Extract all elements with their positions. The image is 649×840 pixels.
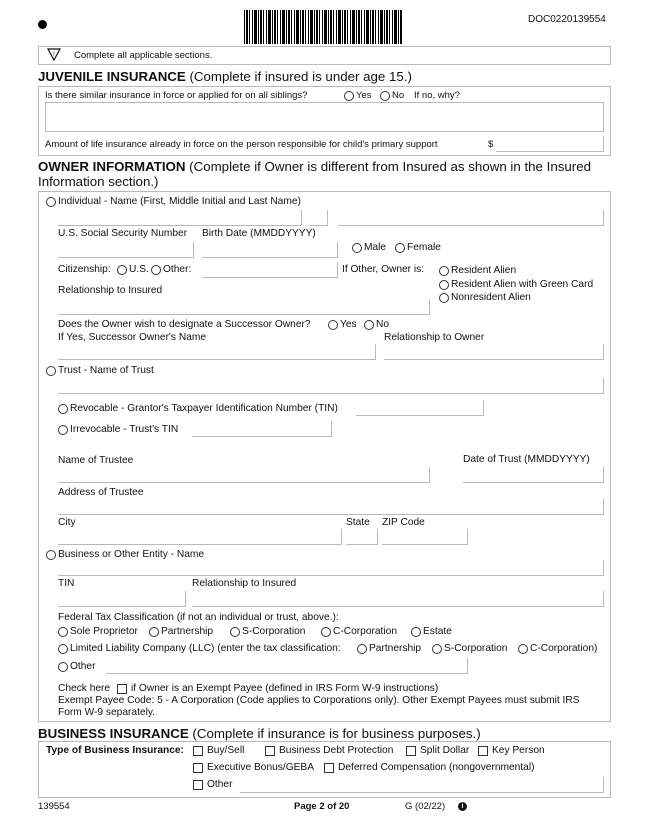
estate-radio[interactable] xyxy=(411,627,421,637)
individual-radio[interactable] xyxy=(46,197,56,207)
deferred-label: Deferred Compensation (nongovernmental) xyxy=(338,762,535,773)
siblings-no-label: No xyxy=(392,90,405,101)
estate-label: Estate xyxy=(423,626,452,637)
exempt-payee-checkbox[interactable] xyxy=(117,684,127,694)
llc-ccorp-radio[interactable] xyxy=(518,644,528,654)
other-citizenship-radio[interactable] xyxy=(151,265,161,275)
tin-label: TIN xyxy=(58,578,75,589)
siblings-no-radio[interactable] xyxy=(380,91,390,101)
scorp-radio[interactable] xyxy=(230,627,240,637)
if-other-label: If Other, Owner is: xyxy=(342,264,425,275)
trustee-name-field[interactable] xyxy=(58,467,430,483)
zip-field[interactable] xyxy=(382,529,468,545)
birth-field[interactable] xyxy=(202,242,338,258)
siblings-question: Is there similar insurance in force or applied for on all siblings? xyxy=(45,90,308,101)
ssn-label: U.S. Social Security Number xyxy=(58,228,188,239)
irrevocable-tin-field[interactable] xyxy=(192,421,332,437)
svg-text:!: ! xyxy=(53,52,55,58)
successor-question: Does the Owner wish to designate a Successor Owner? xyxy=(58,319,311,330)
split-label: Split Dollar xyxy=(420,745,470,756)
footer-form: G (02/22) xyxy=(405,801,446,812)
nonresident-radio[interactable] xyxy=(439,293,449,303)
llc-scorp-label: S-Corporation xyxy=(444,643,508,654)
currency-label: $ xyxy=(488,139,494,150)
resident-green-label: Resident Alien with Green Card xyxy=(451,279,594,290)
trust-name-field[interactable] xyxy=(58,378,604,394)
business-title: BUSINESS INSURANCE (Complete if insurance is for business purposes.) xyxy=(38,726,481,741)
other-class-label: Other xyxy=(70,661,96,672)
ccorp-label: C-Corporation xyxy=(333,626,397,637)
llc-partnership-radio[interactable] xyxy=(357,644,367,654)
federal-tax-label: Federal Tax Classification (if not an individual or trust, above.): xyxy=(58,612,339,623)
trustee-address-field[interactable] xyxy=(58,499,604,515)
sole-radio[interactable] xyxy=(58,627,68,637)
business-type-label: Type of Business Insurance: xyxy=(46,745,184,756)
other-citizenship-label: Other: xyxy=(163,264,192,275)
successor-no-radio[interactable] xyxy=(364,320,374,330)
revocable-label: Revocable - Grantor's Taxpayer Identification Number (TIN) xyxy=(70,403,338,414)
individual-first-field[interactable] xyxy=(58,210,302,226)
citizenship-label: Citizenship: xyxy=(58,264,111,275)
individual-label: Individual - Name (First, Middle Initial and Last Name) xyxy=(58,196,301,207)
trustee-address-label: Address of Trustee xyxy=(58,487,144,498)
key-label: Key Person xyxy=(492,745,545,756)
irrevocable-radio[interactable] xyxy=(58,425,68,435)
footer-page: Page 2 of 20 xyxy=(294,801,350,812)
relationship-owner-label: Relationship to Owner xyxy=(384,332,485,343)
resident-green-radio[interactable] xyxy=(439,280,449,290)
trust-radio[interactable] xyxy=(46,366,56,376)
juvenile-title: JUVENILE INSURANCE (Complete if insured is under age 15.) xyxy=(38,69,412,84)
revocable-radio[interactable] xyxy=(58,404,68,414)
tin-field[interactable] xyxy=(58,591,186,607)
exempt-line-2: Exempt Payee Code: 5 - A Corporation (Code applies to Corporations only). Other Exempt Payees must submit IRS xyxy=(58,695,580,706)
individual-mi-field[interactable] xyxy=(310,210,328,226)
amount-label: Amount of life insurance already in force on the person responsible for child's primary support xyxy=(45,139,438,150)
individual-last-field[interactable] xyxy=(338,210,604,226)
female-radio[interactable] xyxy=(395,243,405,253)
llc-radio[interactable] xyxy=(58,644,68,654)
barcode xyxy=(244,10,402,44)
registration-dot xyxy=(38,20,47,29)
doc-id: DOC0220139554 xyxy=(528,14,606,25)
llc-partnership-label: Partnership xyxy=(369,643,422,654)
business-label: Business or Other Entity - Name xyxy=(58,549,205,560)
resident-alien-label: Resident Alien xyxy=(451,265,517,276)
footer-code: 139554 xyxy=(38,801,70,812)
relationship-insured-field[interactable] xyxy=(58,299,430,315)
llc-scorp-radio[interactable] xyxy=(432,644,442,654)
exec-checkbox[interactable] xyxy=(193,763,203,773)
nonresident-label: Nonresident Alien xyxy=(451,292,531,303)
trust-label: Trust - Name of Trust xyxy=(58,365,154,376)
other-business-field[interactable] xyxy=(240,777,604,793)
other-business-label: Other xyxy=(207,779,233,790)
scorp-label: S-Corporation xyxy=(242,626,306,637)
key-checkbox[interactable] xyxy=(478,746,488,756)
owner-title-line1: OWNER INFORMATION (Complete if Owner is different from Insured as shown in the Insured xyxy=(38,159,591,174)
successor-name-label: If Yes, Successor Owner's Name xyxy=(58,332,207,343)
owner-title-line2: Information section.) xyxy=(38,174,159,189)
buy-sell-label: Buy/Sell xyxy=(207,745,245,756)
successor-no-label: No xyxy=(376,319,390,330)
state-field[interactable] xyxy=(346,529,378,545)
exec-label: Executive Bonus/GEBA xyxy=(207,762,315,773)
exempt-line-1: if Owner is an Exempt Payee (defined in IRS Form W-9 instructions) xyxy=(131,683,439,694)
llc-label: Limited Liability Company (LLC) (enter the tax classification: xyxy=(70,643,341,654)
notice-text: Complete all applicable sections. xyxy=(74,50,213,61)
partnership-radio[interactable] xyxy=(149,627,159,637)
successor-yes-label: Yes xyxy=(340,319,357,330)
male-radio[interactable] xyxy=(352,243,362,253)
caution-triangle-icon xyxy=(47,48,61,61)
female-label: Female xyxy=(407,242,441,253)
llc-ccorp-label: C-Corporation) xyxy=(530,643,598,654)
trustee-name-label: Name of Trustee xyxy=(58,455,134,466)
us-label: U.S. xyxy=(129,264,149,275)
other-citizenship-field[interactable] xyxy=(202,262,338,278)
male-label: Male xyxy=(364,242,387,253)
successor-yes-radio[interactable] xyxy=(328,320,338,330)
exempt-line-3: Form W-9 separately. xyxy=(58,707,155,718)
business-radio[interactable] xyxy=(46,550,56,560)
amount-field[interactable] xyxy=(496,136,604,152)
relationship-owner-field[interactable] xyxy=(384,344,604,360)
siblings-yes-label: Yes xyxy=(356,90,372,101)
business-name-field[interactable] xyxy=(58,560,604,576)
sole-label: Sole Proprietor xyxy=(70,626,138,637)
other-business-checkbox[interactable] xyxy=(193,780,203,790)
debt-label: Business Debt Protection xyxy=(279,745,394,756)
state-label: State xyxy=(346,517,370,528)
us-radio[interactable] xyxy=(117,265,127,275)
revocable-tin-field[interactable] xyxy=(356,400,484,416)
birth-label: Birth Date (MMDDYYYY) xyxy=(202,228,316,239)
buy-sell-checkbox[interactable] xyxy=(193,746,203,756)
why-field[interactable] xyxy=(45,102,604,132)
siblings-yes-radio[interactable] xyxy=(344,91,354,101)
debt-checkbox[interactable] xyxy=(265,746,275,756)
resident-alien-radio[interactable] xyxy=(439,266,449,276)
trust-date-field[interactable] xyxy=(463,467,604,483)
info-icon: i xyxy=(458,802,467,811)
relationship-insured-label: Relationship to Insured xyxy=(58,285,163,296)
zip-label: ZIP Code xyxy=(382,517,425,528)
relationship-insured-2-label: Relationship to Insured xyxy=(192,578,297,589)
why-label: If no, why? xyxy=(414,90,460,101)
irrevocable-label: Irrevocable - Trust's TIN xyxy=(70,424,179,435)
city-label: City xyxy=(58,517,76,528)
successor-name-field[interactable] xyxy=(58,344,376,360)
city-field[interactable] xyxy=(58,529,342,545)
split-checkbox[interactable] xyxy=(406,746,416,756)
other-class-field[interactable] xyxy=(106,658,468,674)
partnership-label: Partnership xyxy=(161,626,214,637)
ccorp-radio[interactable] xyxy=(321,627,331,637)
trust-date-label: Date of Trust (MMDDYYYY) xyxy=(463,454,590,465)
relationship-insured-2-field[interactable] xyxy=(192,591,604,607)
check-here-label: Check here xyxy=(58,683,111,694)
ssn-field[interactable] xyxy=(58,242,194,258)
deferred-checkbox[interactable] xyxy=(324,763,334,773)
other-class-radio[interactable] xyxy=(58,662,68,672)
